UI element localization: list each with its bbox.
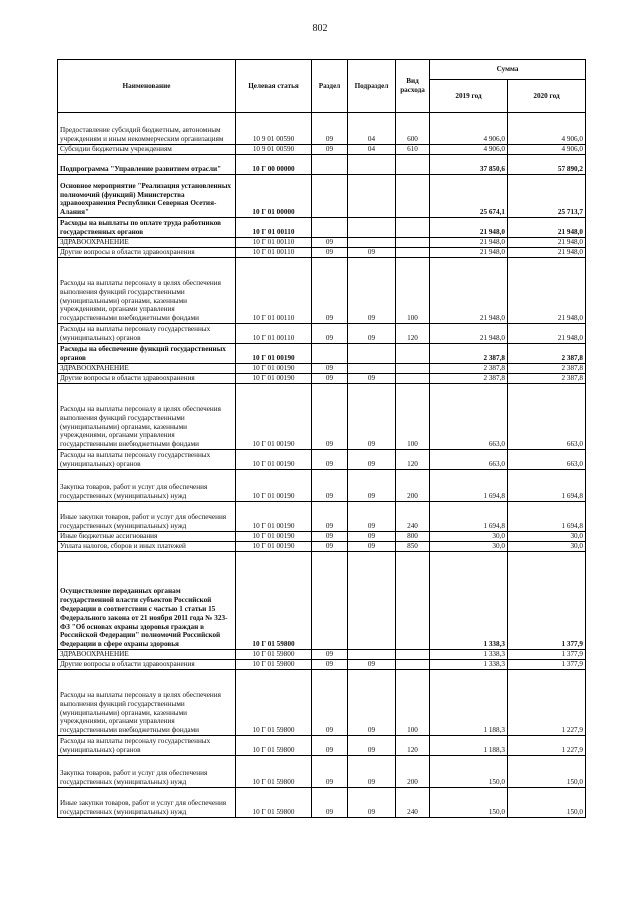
row-sum-2019: 663,0	[430, 450, 508, 470]
row-name: Иные закупки товаров, работ и услуг для обеспечения государственных (муниципальных) нужд	[58, 502, 236, 532]
row-section: 09	[312, 502, 348, 532]
row-target-code: 10 Г 01 59800	[236, 736, 312, 756]
row-sum-2020: 1 377,9	[508, 660, 586, 670]
row-sum-2020: 4 906,0	[508, 113, 586, 145]
row-sum-2019: 21 948,0	[430, 258, 508, 324]
row-target-code: 10 Г 01 00190	[236, 542, 312, 552]
row-target-code: 10 Г 01 00190	[236, 470, 312, 502]
row-subsection: 09	[348, 502, 396, 532]
table-row	[58, 324, 586, 344]
header-2020: 2020 год	[508, 80, 586, 113]
row-target-code: 10 Г 01 00110	[236, 258, 312, 324]
row-sum-2019: 4 906,0	[430, 145, 508, 155]
row-sum-2019: 21 948,0	[430, 248, 508, 258]
row-name: ЗДРАВООХРАНЕНИЕ	[58, 650, 236, 660]
row-section: 09	[312, 450, 348, 470]
row-name: Расходы на выплаты персоналу в целях обеспечения выполнения функций государственными (муниципальными) органами, казенными учреждениями, органами управления государственными внебюджетными фондами	[58, 258, 236, 324]
row-sum-2020: 21 948,0	[508, 238, 586, 248]
row-sum-2019: 1 338,3	[430, 552, 508, 650]
row-target-code: 10 Г 01 00190	[236, 374, 312, 384]
row-sum-2020: 2 387,8	[508, 364, 586, 374]
row-name: Другие вопросы в области здравоохранения	[58, 248, 236, 258]
row-sum-2019: 1 694,8	[430, 502, 508, 532]
row-expense-type: 200	[396, 756, 430, 788]
header-sum: Сумма	[430, 60, 586, 80]
row-section: 09	[312, 113, 348, 145]
row-subsection	[348, 218, 396, 238]
row-sum-2019: 2 387,8	[430, 364, 508, 374]
row-name: Расходы на выплаты по оплате труда работников государственных органов	[58, 218, 236, 238]
row-sum-2020: 30,0	[508, 542, 586, 552]
row-subsection: 09	[348, 450, 396, 470]
row-target-code: 10 Г 01 59800	[236, 670, 312, 736]
table-row	[58, 145, 586, 155]
row-subsection: 09	[348, 324, 396, 344]
row-target-code: 10 9 01 00590	[236, 145, 312, 155]
table-row	[58, 374, 586, 384]
table-row	[58, 660, 586, 670]
row-target-code: 10 Г 01 59800	[236, 650, 312, 660]
row-sum-2019: 1 338,3	[430, 650, 508, 660]
row-sum-2020: 1 227,9	[508, 670, 586, 736]
row-sum-2019: 1 338,3	[430, 660, 508, 670]
row-expense-type: 120	[396, 450, 430, 470]
row-section: 09	[312, 650, 348, 660]
row-sum-2019: 2 387,8	[430, 374, 508, 384]
table-row	[58, 552, 586, 650]
row-name: Подпрограмма "Управление развитием отрасли"	[58, 155, 236, 175]
row-subsection: 09	[348, 756, 396, 788]
row-name: ЗДРАВООХРАНЕНИЕ	[58, 364, 236, 374]
row-subsection	[348, 175, 396, 218]
row-section: 09	[312, 470, 348, 502]
row-section	[312, 552, 348, 650]
table-row	[58, 155, 586, 175]
row-name: Расходы на выплаты персоналу государственных (муниципальных) органов	[58, 450, 236, 470]
row-expense-type: 120	[396, 736, 430, 756]
header-target: Целевая статья	[236, 60, 312, 113]
table-row	[58, 218, 586, 238]
row-subsection: 09	[348, 374, 396, 384]
row-name: Расходы на выплаты персоналу государственных (муниципальных) органов	[58, 736, 236, 756]
header-name: Наименование	[58, 60, 236, 113]
row-sum-2019: 150,0	[430, 788, 508, 818]
row-section: 09	[312, 788, 348, 818]
row-target-code: 10 Г 01 00190	[236, 344, 312, 364]
row-expense-type	[396, 344, 430, 364]
row-section: 09	[312, 374, 348, 384]
table-row	[58, 502, 586, 532]
table-row	[58, 384, 586, 450]
row-sum-2020: 4 906,0	[508, 145, 586, 155]
row-section: 09	[312, 756, 348, 788]
row-section	[312, 218, 348, 238]
row-subsection: 09	[348, 788, 396, 818]
row-sum-2020: 663,0	[508, 384, 586, 450]
row-target-code: 10 Г 01 00110	[236, 248, 312, 258]
row-sum-2019: 21 948,0	[430, 238, 508, 248]
row-target-code: 10 Г 01 00110	[236, 324, 312, 344]
row-name: Субсидии бюджетным учреждениям	[58, 145, 236, 155]
row-target-code: 10 Г 01 59800	[236, 552, 312, 650]
row-subsection: 09	[348, 736, 396, 756]
row-sum-2020: 1 694,8	[508, 502, 586, 532]
row-sum-2020: 1 694,8	[508, 470, 586, 502]
table-row	[58, 650, 586, 660]
row-sum-2019: 2 387,8	[430, 344, 508, 364]
row-expense-type: 120	[396, 324, 430, 344]
row-sum-2020: 25 713,7	[508, 175, 586, 218]
row-name: Уплата налогов, сборов и иных платежей	[58, 542, 236, 552]
row-expense-type	[396, 364, 430, 374]
row-sum-2020: 21 948,0	[508, 258, 586, 324]
row-subsection	[348, 344, 396, 364]
row-section: 09	[312, 670, 348, 736]
table-row	[58, 756, 586, 788]
table-row	[58, 238, 586, 248]
row-target-code: 10 Г 01 00190	[236, 502, 312, 532]
row-section	[312, 175, 348, 218]
row-target-code: 10 Г 01 59800	[236, 756, 312, 788]
row-section: 09	[312, 542, 348, 552]
budget-table	[57, 59, 586, 818]
row-subsection	[348, 364, 396, 374]
row-expense-type: 610	[396, 145, 430, 155]
row-sum-2020: 2 387,8	[508, 344, 586, 364]
row-expense-type: 600	[396, 113, 430, 145]
row-sum-2020: 21 948,0	[508, 324, 586, 344]
row-expense-type	[396, 238, 430, 248]
row-expense-type	[396, 155, 430, 175]
row-expense-type	[396, 650, 430, 660]
row-sum-2020: 150,0	[508, 788, 586, 818]
row-target-code: 10 Г 01 00190	[236, 532, 312, 542]
row-name: Иные бюджетные ассигнования	[58, 532, 236, 542]
row-subsection: 09	[348, 258, 396, 324]
row-expense-type	[396, 175, 430, 218]
row-subsection	[348, 552, 396, 650]
row-subsection	[348, 238, 396, 248]
row-sum-2019: 1 188,3	[430, 736, 508, 756]
row-subsection: 09	[348, 384, 396, 450]
header-expense-type: Вид расхода	[396, 60, 430, 113]
row-section: 09	[312, 248, 348, 258]
table-row	[58, 344, 586, 364]
row-sum-2019: 1 694,8	[430, 470, 508, 502]
row-subsection: 09	[348, 670, 396, 736]
row-expense-type: 240	[396, 788, 430, 818]
row-sum-2019: 30,0	[430, 532, 508, 542]
row-sum-2020: 1 377,9	[508, 552, 586, 650]
row-sum-2019: 25 674,1	[430, 175, 508, 218]
row-target-code: 10 9 01 00590	[236, 113, 312, 145]
row-sum-2019: 150,0	[430, 756, 508, 788]
row-sum-2020: 1 377,9	[508, 650, 586, 660]
row-sum-2020: 1 227,9	[508, 736, 586, 756]
row-section: 09	[312, 145, 348, 155]
table-row	[58, 532, 586, 542]
row-subsection: 09	[348, 532, 396, 542]
row-subsection: 09	[348, 248, 396, 258]
row-sum-2019: 4 906,0	[430, 113, 508, 145]
row-name: Осуществление переданных органам государственной власти субъектов Российской Федерации в соответствии с частью 1 статьи 15 Федерального закона от 21 ноября 2011 года № 323-ФЗ "Об основах охраны здоровья граждан в Российской Федерации" полномочий Российской Федерации в сфере охраны здоровья	[58, 552, 236, 650]
row-expense-type	[396, 660, 430, 670]
row-expense-type	[396, 248, 430, 258]
row-name: Предоставление субсидий бюджетным, автономным учреждениям и иным некоммерческим организациям	[58, 113, 236, 145]
row-name: Основное мероприятие "Реализация установленных полномочий (функций) Министерства здравоохранения Республики Северная Осетия-Алания"	[58, 175, 236, 218]
row-target-code: 10 Г 01 00000	[236, 175, 312, 218]
row-sum-2019: 21 948,0	[430, 218, 508, 238]
row-sum-2020: 21 948,0	[508, 248, 586, 258]
row-sum-2019: 21 948,0	[430, 324, 508, 344]
row-name: Другие вопросы в области здравоохранения	[58, 374, 236, 384]
table-body	[58, 113, 586, 818]
row-target-code: 10 Г 01 59800	[236, 660, 312, 670]
row-target-code: 10 Г 01 00110	[236, 218, 312, 238]
row-name: Закупка товаров, работ и услуг для обеспечения государственных (муниципальных) нужд	[58, 470, 236, 502]
row-expense-type: 100	[396, 258, 430, 324]
row-expense-type: 240	[396, 502, 430, 532]
table-row	[58, 470, 586, 502]
table-row	[58, 736, 586, 756]
row-subsection: 09	[348, 660, 396, 670]
table-row	[58, 364, 586, 374]
table-row	[58, 113, 586, 145]
row-sum-2019: 663,0	[430, 384, 508, 450]
page-number: 802	[312, 23, 328, 34]
row-section: 09	[312, 364, 348, 374]
row-target-code: 10 Г 01 00190	[236, 364, 312, 374]
row-expense-type: 850	[396, 542, 430, 552]
row-expense-type: 100	[396, 670, 430, 736]
row-name: Расходы на обеспечение функций государственных органов	[58, 344, 236, 364]
row-sum-2019: 37 850,6	[430, 155, 508, 175]
row-section: 09	[312, 660, 348, 670]
row-name: Расходы на выплаты персоналу государственных (муниципальных) органов	[58, 324, 236, 344]
row-section: 09	[312, 324, 348, 344]
table-row	[58, 542, 586, 552]
row-section: 09	[312, 238, 348, 248]
row-subsection: 09	[348, 470, 396, 502]
row-sum-2020: 150,0	[508, 756, 586, 788]
row-expense-type: 200	[396, 470, 430, 502]
header-2019: 2019 год	[430, 80, 508, 113]
row-sum-2019: 1 188,3	[430, 670, 508, 736]
row-expense-type: 800	[396, 532, 430, 542]
row-name: Другие вопросы в области здравоохранения	[58, 660, 236, 670]
row-subsection: 09	[348, 542, 396, 552]
row-sum-2020: 2 387,8	[508, 374, 586, 384]
table-row	[58, 670, 586, 736]
row-expense-type	[396, 552, 430, 650]
row-target-code: 10 Г 01 00110	[236, 238, 312, 248]
row-name: Закупка товаров, работ и услуг для обеспечения государственных (муниципальных) нужд	[58, 756, 236, 788]
row-expense-type: 100	[396, 384, 430, 450]
row-subsection	[348, 155, 396, 175]
row-subsection: 04	[348, 113, 396, 145]
row-expense-type	[396, 374, 430, 384]
row-sum-2020: 663,0	[508, 450, 586, 470]
table-row	[58, 175, 586, 218]
row-sum-2020: 30,0	[508, 532, 586, 542]
row-target-code: 10 Г 00 00000	[236, 155, 312, 175]
row-sum-2020: 57 890,2	[508, 155, 586, 175]
table-header	[58, 60, 586, 113]
row-sum-2020: 21 948,0	[508, 218, 586, 238]
row-target-code: 10 Г 01 59800	[236, 788, 312, 818]
table-row	[58, 248, 586, 258]
row-name: Расходы на выплаты персоналу в целях обеспечения выполнения функций государственными (муниципальными) органами, казенными учреждениями, органами управления государственными внебюджетными фондами	[58, 384, 236, 450]
row-section	[312, 344, 348, 364]
row-subsection: 04	[348, 145, 396, 155]
row-name: Иные закупки товаров, работ и услуг для обеспечения государственных (муниципальных) нужд	[58, 788, 236, 818]
row-section: 09	[312, 258, 348, 324]
row-sum-2019: 30,0	[430, 542, 508, 552]
header-section: Раздел	[312, 60, 348, 113]
table-row	[58, 258, 586, 324]
table-row	[58, 788, 586, 818]
row-name: Расходы на выплаты персоналу в целях обеспечения выполнения функций государственными (муниципальными) органами, казенными учреждениями, органами управления государственными внебюджетными фондами	[58, 670, 236, 736]
row-target-code: 10 Г 01 00190	[236, 384, 312, 450]
row-section: 09	[312, 384, 348, 450]
row-expense-type	[396, 218, 430, 238]
row-subsection	[348, 650, 396, 660]
row-section: 09	[312, 736, 348, 756]
table-row	[58, 450, 586, 470]
row-name: ЗДРАВООХРАНЕНИЕ	[58, 238, 236, 248]
row-target-code: 10 Г 01 00190	[236, 450, 312, 470]
header-subsection: Подраздел	[348, 60, 396, 113]
row-section: 09	[312, 532, 348, 542]
row-section	[312, 155, 348, 175]
